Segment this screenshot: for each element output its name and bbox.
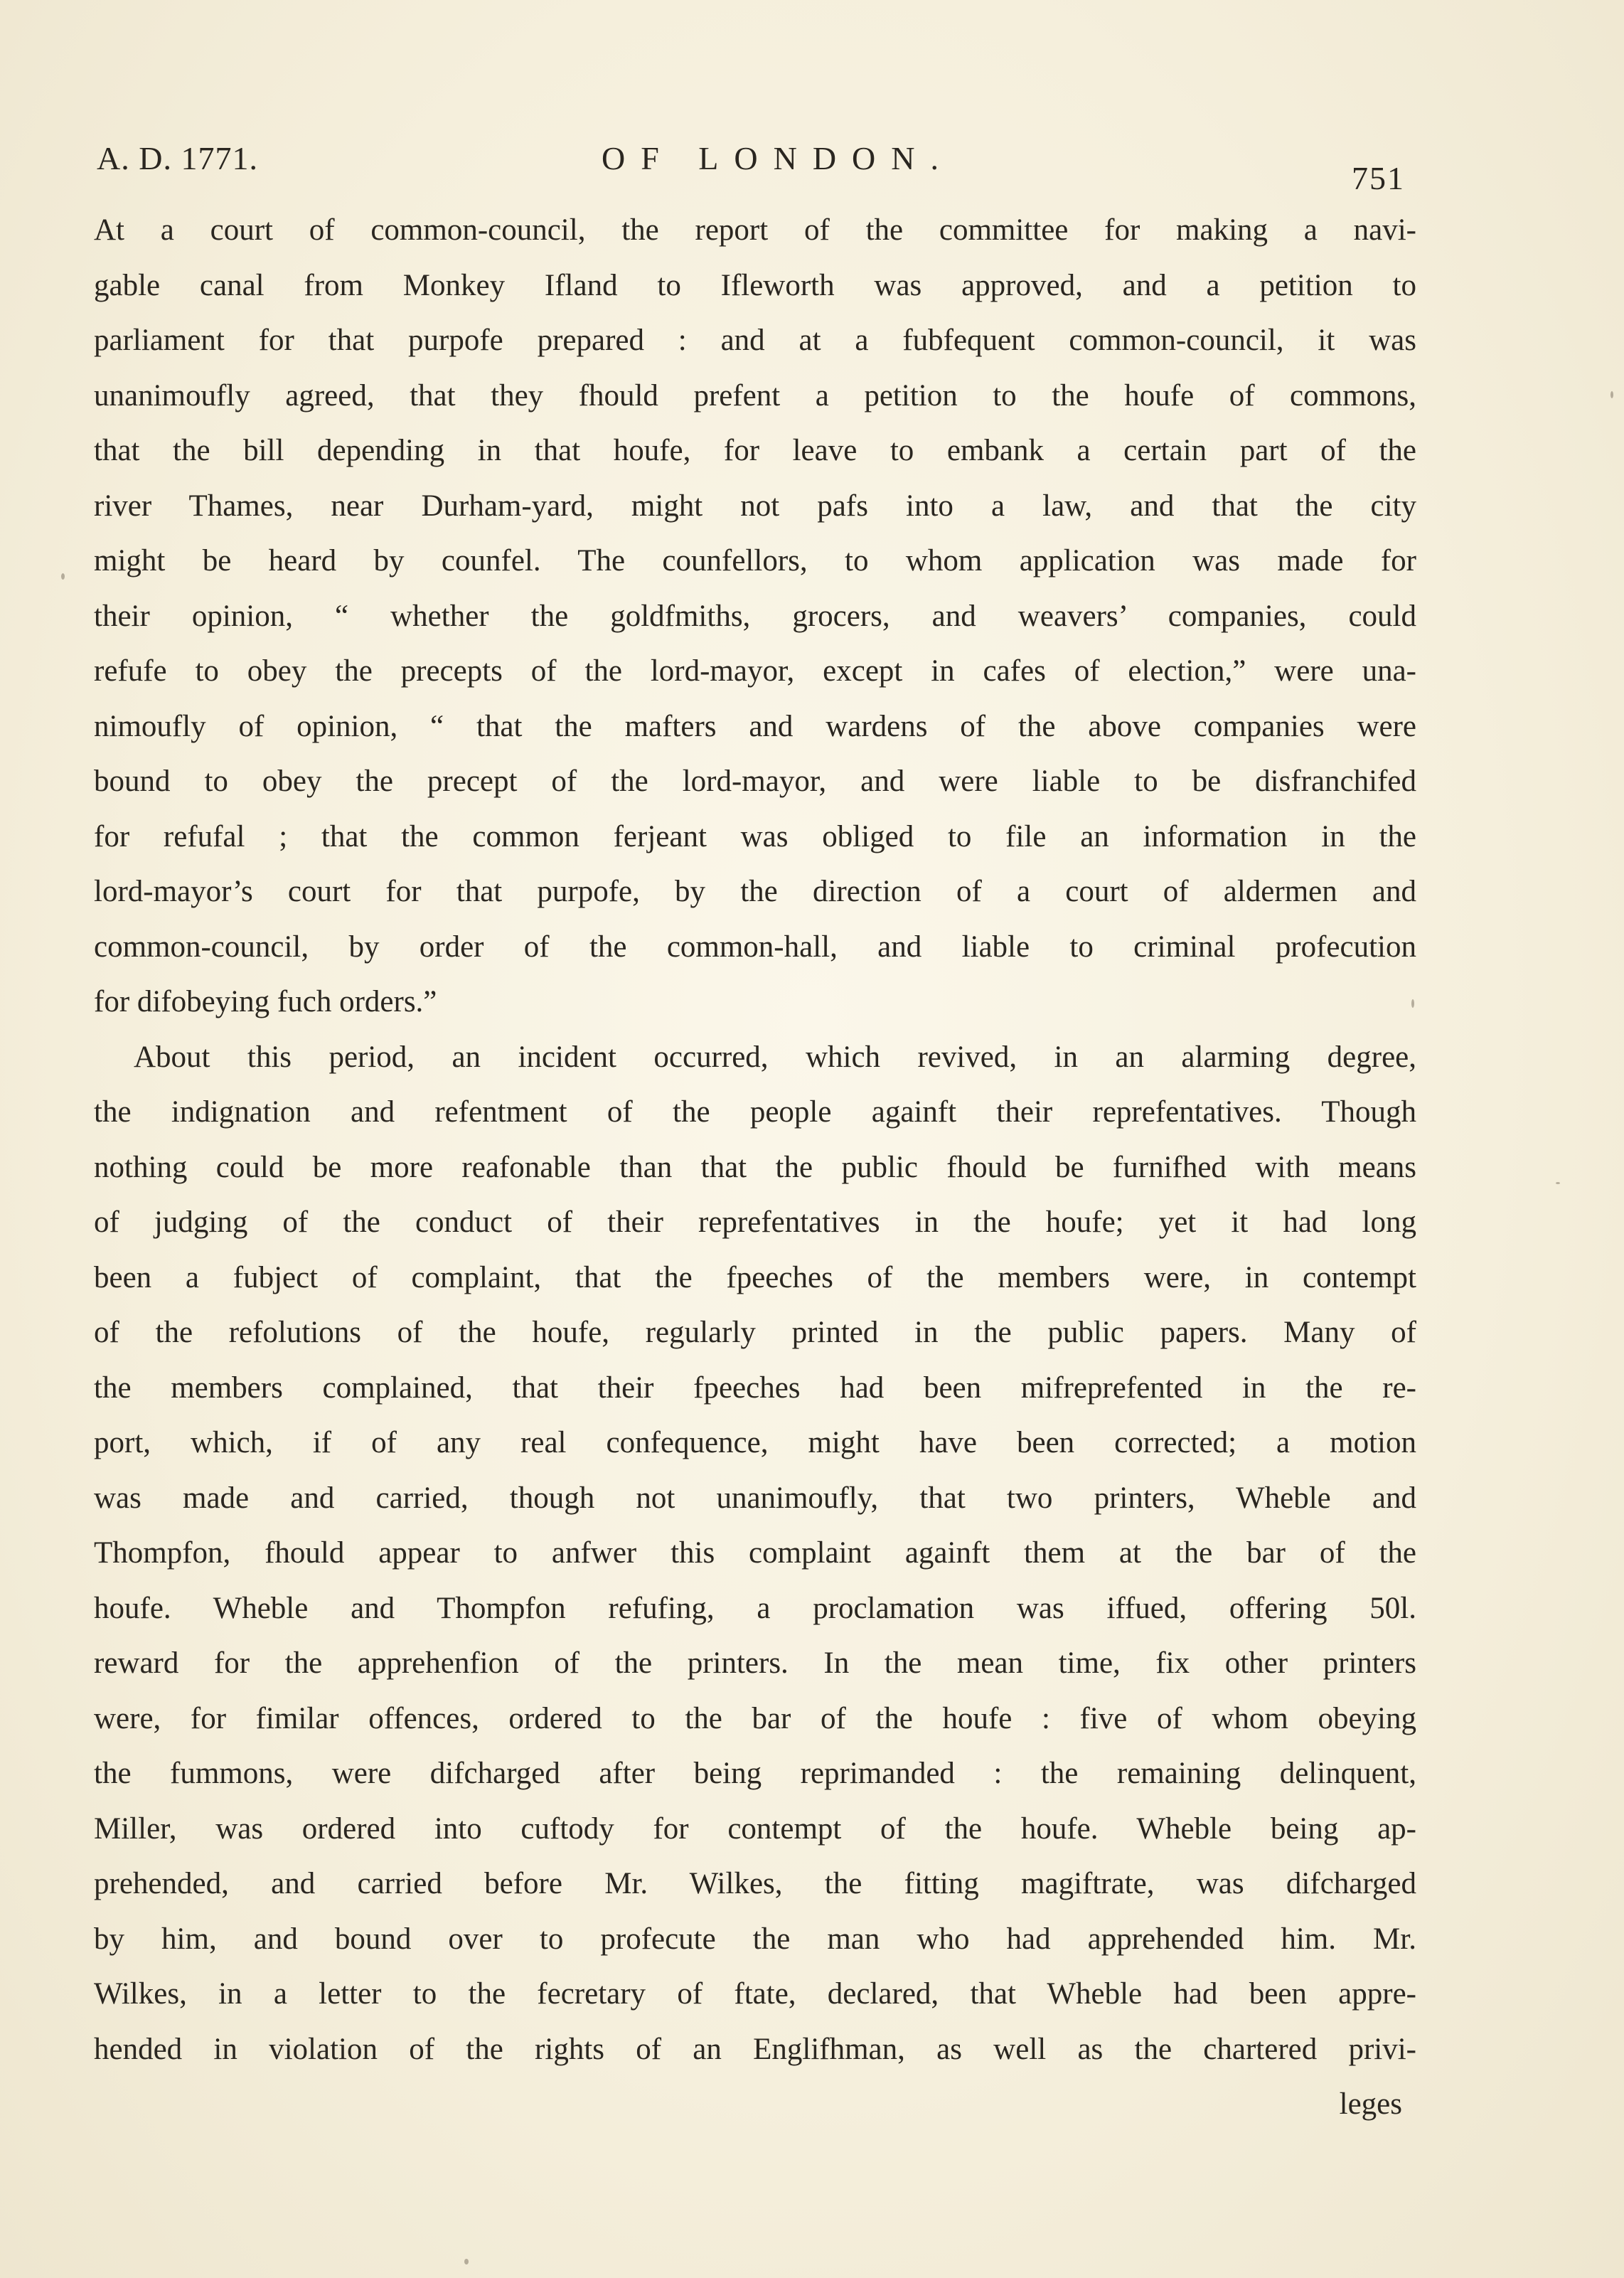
paragraph-1 xyxy=(94,203,1416,1030)
text-line: Wilkes, in a letter to the fecretary of ftate, declared, that Wheble had been appre- xyxy=(94,1977,1416,2011)
page-number: 751 xyxy=(1352,160,1405,196)
text-line: About this period, an incident occurred, which revived, in an alarming degree, xyxy=(134,1040,1416,1074)
text-line: been a fubject of complaint, that the fpeeches of the members were, in contempt xyxy=(94,1260,1416,1294)
paragraph-2 xyxy=(94,1030,1416,2077)
text-line: At a court of common-council, the report of the committee for making a navi- xyxy=(94,213,1416,247)
text-line: lord-mayor’s court for that purpofe, by the direction of a court of aldermen and xyxy=(94,875,1416,908)
paper-speck xyxy=(1411,999,1414,1008)
text-line: that the bill depending in that houfe, for leave to embank a certain part of the xyxy=(94,434,1416,467)
text-line: the fummons, were difcharged after being reprimanded : the remaining delinquent, xyxy=(94,1757,1416,1790)
text-line: river Thames, near Durham-yard, might not pafs into a law, and that the city xyxy=(94,489,1416,523)
paper-speck xyxy=(61,573,65,580)
text-line: were, for fimilar offences, ordered to the bar of the houfe : five of whom obeying xyxy=(94,1701,1416,1735)
text-line: the indignation and refentment of the people againft their reprefentatives. Though xyxy=(94,1095,1416,1129)
text-line: nimoufly of opinion, “ that the mafters and wardens of the above companies were xyxy=(94,709,1416,743)
text-line: parliament for that purpofe prepared : and at a fubfequent common-council, it was xyxy=(94,324,1416,357)
text-line: might be heard by counfel. The counfellors, to whom application was made for xyxy=(94,544,1416,578)
text-line: their opinion, “ whether the goldfmiths, grocers, and weavers’ companies, could xyxy=(94,599,1416,633)
text-line: prehended, and carried before Mr. Wilkes, the fitting magiftrate, was difcharged xyxy=(94,1867,1416,1900)
text-line: unanimoufly agreed, that they fhould prefent a petition to the houfe of commons, xyxy=(94,378,1416,413)
text-line: bound to obey the precept of the lord-mayor, and were liable to be disfranchifed xyxy=(94,765,1416,798)
body-text xyxy=(94,203,1416,2132)
text-line: the members complained, that their fpeeches had been mifreprefented in the re- xyxy=(94,1370,1416,1405)
text-line: by him, and bound over to profecute the man who had apprehended him. Mr. xyxy=(94,1922,1416,1956)
catchword: leges xyxy=(1339,2087,1402,2121)
text-line: nothing could be more reafonable than that the public fhould be furnifhed with means xyxy=(94,1150,1416,1184)
text-line: Miller, was ordered into cuftody for contempt of the houfe. Wheble being ap- xyxy=(94,1811,1416,1846)
text-line: was made and carried, though not unanimoufly, that two printers, Wheble and xyxy=(94,1481,1416,1515)
text-line: hended in violation of the rights of an Englifhman, as well as the chartered privi- xyxy=(94,2032,1416,2066)
text-line: for refufal ; that the common ferjeant was obliged to file an information in the xyxy=(94,819,1416,853)
text-line: houfe. Wheble and Thompfon refufing, a proclamation was iffued, offering 50l. xyxy=(94,1591,1416,1625)
text-line: of the refolutions of the houfe, regularly printed in the public papers. Many of xyxy=(94,1316,1416,1349)
text-line: refufe to obey the precepts of the lord-mayor, except in cafes of election,” were una- xyxy=(94,654,1416,688)
text-line: common-council, by order of the common-hall, and liable to criminal profecution xyxy=(94,930,1416,964)
text-line: port, which, if of any real confequence, might have been corrected; a motion xyxy=(94,1426,1416,1459)
text-line: gable canal from Monkey Ifland to Ifleworth was approved, and a petition to xyxy=(94,268,1416,302)
text-line: for difobeying fuch orders.” xyxy=(94,985,437,1018)
paper-speck xyxy=(464,2259,469,2264)
text-line: of judging of the conduct of their reprefentatives in the houfe; yet it had long xyxy=(94,1205,1416,1239)
paper-speck xyxy=(1556,1182,1560,1184)
running-head-title: OF LONDON. xyxy=(602,140,954,176)
paper-speck xyxy=(1610,391,1613,398)
text-line: reward for the apprehenfion of the printers. In the mean time, fix other printers xyxy=(94,1646,1416,1680)
running-head xyxy=(97,139,1405,196)
running-head-year: A. D. 1771. xyxy=(97,140,258,176)
text-line: Thompfon, fhould appear to anfwer this complaint againft them at the bar of the xyxy=(94,1536,1416,1570)
